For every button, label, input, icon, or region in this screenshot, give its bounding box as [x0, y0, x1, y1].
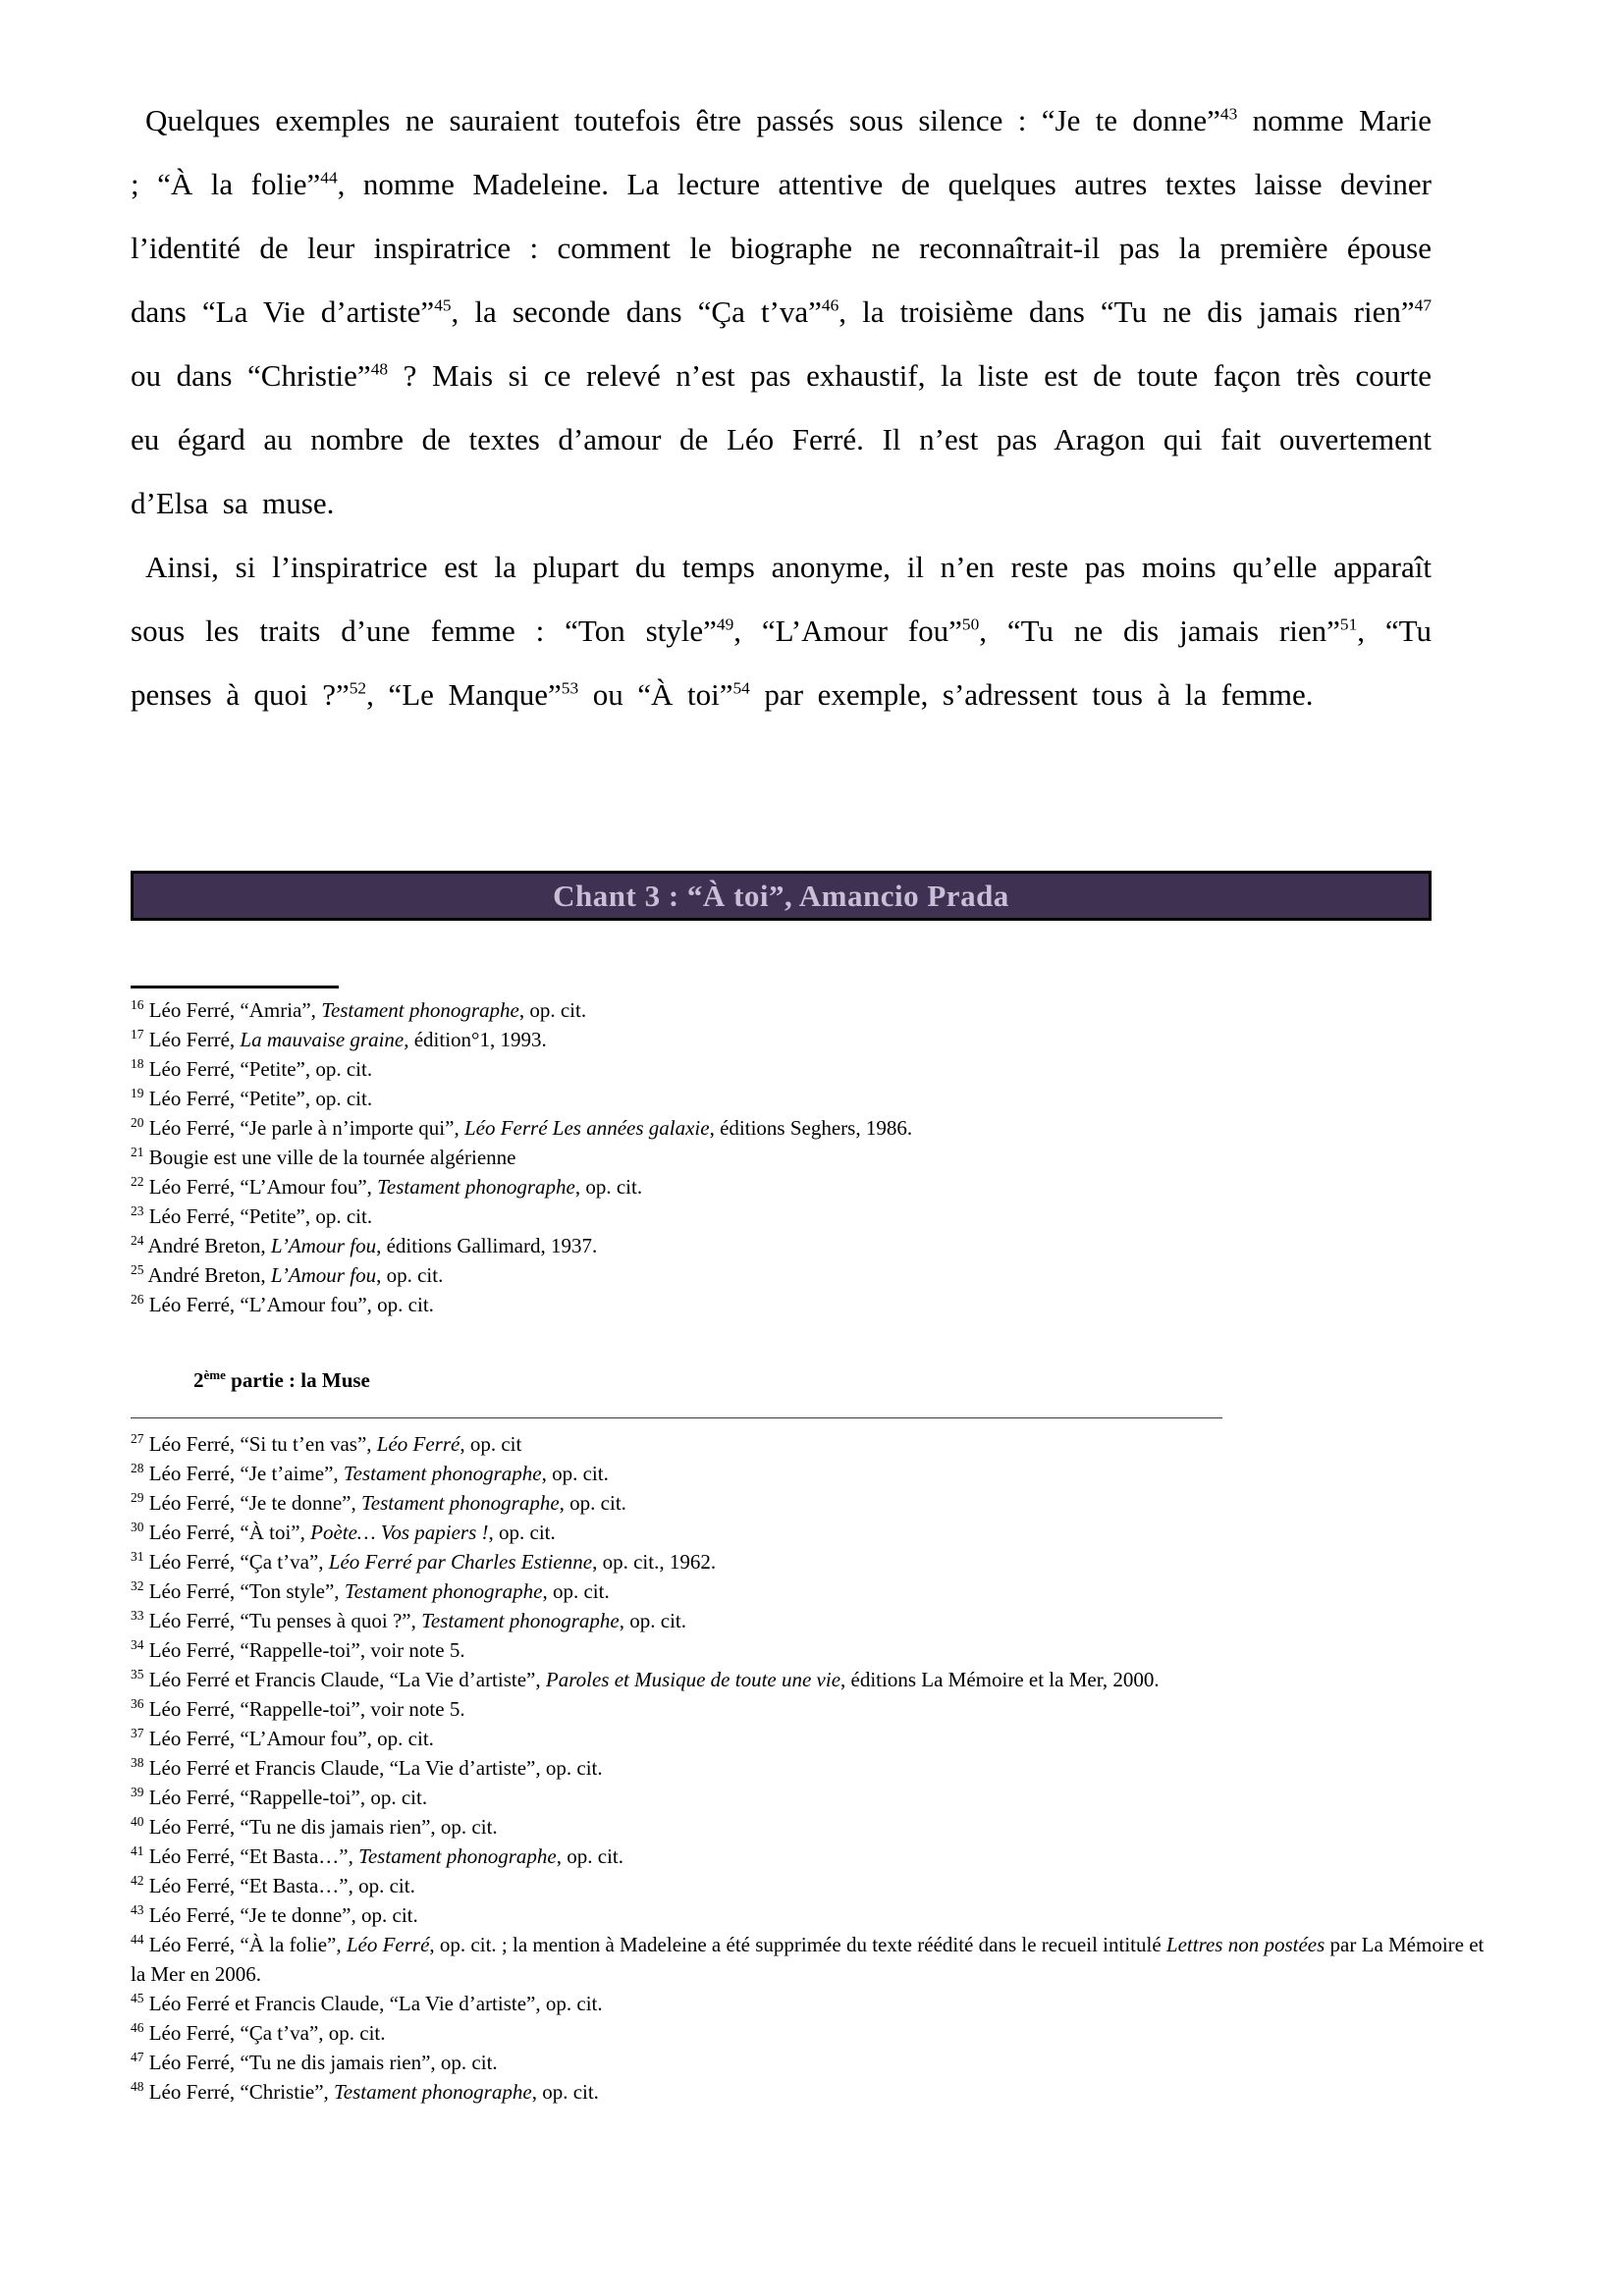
footnote-item: [131, 2018, 1502, 2048]
superscript-ref: 46: [821, 295, 839, 315]
footnote-number: 41: [131, 1843, 144, 1858]
text-run: Léo Ferré, “Je t’aime”,: [148, 1462, 344, 1485]
text-run: , op. cit.: [574, 1175, 643, 1199]
superscript-ref: 53: [561, 678, 579, 698]
italic-text-run: La mauvaise graine: [240, 1028, 405, 1051]
italic-text-run: Lettres non postées: [1165, 1933, 1325, 1956]
text-run: , “Le Manque”: [366, 677, 562, 712]
footnote-item: [131, 1260, 1502, 1290]
text-run: Léo Ferré, “À toi”,: [148, 1521, 311, 1544]
footnotes-bottom: [131, 1429, 1502, 2107]
text-run: Léo Ferré, “Et Basta…”,: [148, 1844, 359, 1868]
text-run: Bougie est une ville de la tournée algérienne: [148, 1146, 516, 1169]
footnote-item: [131, 1547, 1502, 1576]
text-run: , op. cit.: [541, 1462, 609, 1485]
italic-text-run: Testament phonographe: [377, 1175, 575, 1199]
footnote-item: [131, 1025, 1502, 1054]
text-run: Léo Ferré, “Je te donne”,: [148, 1491, 362, 1515]
text-run: , la troisième dans “Tu ne dis jamais rien”: [839, 294, 1415, 329]
text-run: Léo Ferré, “Petite”, op. cit.: [148, 1204, 373, 1228]
text-run: Léo Ferré, “Je parle à n’importe qui”,: [148, 1116, 464, 1140]
italic-text-run: Léo Ferré: [346, 1933, 430, 1956]
footnote-item: [131, 1054, 1502, 1084]
superscript-ref: 52: [349, 678, 367, 698]
superscript-ref: 49: [716, 614, 734, 634]
text-run: nomme Marie ; “À la folie”: [131, 103, 1432, 201]
text-run: André Breton,: [147, 1234, 271, 1257]
footnote-item: [131, 1930, 1502, 1989]
text-run: Léo Ferré, “Petite”, op. cit.: [148, 1057, 373, 1081]
text-run: Léo Ferré, “À la folie”,: [148, 1933, 347, 1956]
text-run: , op. cit.: [376, 1263, 444, 1287]
italic-text-run: Léo Ferré par Charles Estienne: [328, 1550, 593, 1574]
text-run: , op. cit: [460, 1432, 522, 1456]
text-run: par exemple, s’adressent tous à la femme.: [749, 677, 1314, 712]
text-run: Léo Ferré, “Ça t’va”,: [148, 1550, 329, 1574]
footnote-item: [131, 1143, 1502, 1172]
text-run: Léo Ferré, “Christie”,: [148, 2080, 335, 2104]
italic-text-run: Testament phonographe: [344, 1579, 543, 1603]
footnote-number: 26: [131, 1292, 144, 1307]
text-run: Léo Ferré, “Ton style”,: [148, 1579, 345, 1603]
section-header: [193, 1365, 370, 1395]
footnote-number: 20: [131, 1115, 144, 1130]
chapter-banner: [131, 871, 1432, 921]
superscript-ref: ème: [203, 1367, 226, 1382]
text-run: Léo Ferré et Francis Claude, “La Vie d’artiste”, op. cit.: [148, 1756, 603, 1780]
footnote-item: [131, 1812, 1502, 1842]
footnote-item: [131, 1084, 1502, 1113]
italic-text-run: Testament phonographe: [321, 998, 519, 1022]
text-run: 2: [193, 1368, 204, 1392]
footnote-number: 23: [131, 1203, 144, 1218]
footnote-item: [131, 1518, 1502, 1547]
footnote-number: 33: [131, 1608, 144, 1623]
footnote-number: 30: [131, 1520, 144, 1534]
footnote-number: 48: [131, 2079, 144, 2094]
text-run: , la seconde dans “Ça t’va”: [451, 294, 822, 329]
footnote-number: 47: [131, 2050, 144, 2064]
footnote-item: [131, 2077, 1502, 2107]
footnotes-top: [131, 995, 1502, 1319]
footnote-item: [131, 1753, 1502, 1783]
footnote-number: 44: [131, 1932, 144, 1947]
chapter-banner-title: Chant 3 : “À toi”, Amancio Prada: [553, 879, 1009, 913]
text-run: Léo Ferré et Francis Claude, “La Vie d’artiste”, op. cit.: [148, 1992, 603, 2015]
text-run: , op. cit.: [518, 998, 587, 1022]
superscript-ref: 45: [434, 295, 452, 315]
footnote-number: 40: [131, 1814, 144, 1829]
footnote-item: [131, 1724, 1502, 1753]
text-run: Léo Ferré, “Petite”, op. cit.: [148, 1087, 373, 1110]
text-run: , “Tu ne dis jamais rien”: [979, 614, 1340, 648]
footnote-item: [131, 1459, 1502, 1488]
footnote-number: 36: [131, 1696, 144, 1711]
text-run: , op. cit.: [556, 1844, 624, 1868]
footnote-number: 35: [131, 1667, 144, 1682]
footnote-item: [131, 1871, 1502, 1900]
footnote-number: 46: [131, 2020, 144, 2035]
superscript-ref: 43: [1219, 104, 1238, 124]
footnote-number: 21: [131, 1145, 144, 1159]
footnote-item: [131, 1694, 1502, 1724]
text-run: Léo Ferré, “Rappelle-toi”, op. cit.: [148, 1786, 428, 1809]
footnote-item: [131, 1429, 1502, 1459]
italic-text-run: Testament phonographe: [421, 1609, 620, 1632]
text-run: , éditions Gallimard, 1937.: [376, 1234, 598, 1257]
text-run: , op. cit. ; la mention à Madeleine a été supprimée du texte réédité dans le recueil intitulé: [429, 1933, 1166, 1956]
text-run: Léo Ferré, “Ça t’va”, op. cit.: [148, 2021, 386, 2045]
text-run: partie : la Muse: [225, 1368, 370, 1392]
superscript-ref: 44: [320, 168, 338, 187]
text-run: , op. cit., 1962.: [592, 1550, 717, 1574]
footnote-number: 27: [131, 1431, 144, 1446]
footnote-number: 38: [131, 1755, 144, 1770]
footnote-number: 39: [131, 1785, 144, 1799]
text-run: Léo Ferré,: [148, 1028, 241, 1051]
footnote-item: [131, 1665, 1502, 1694]
footnote-number: 31: [131, 1549, 144, 1564]
italic-text-run: Léo Ferré Les années galaxie: [463, 1116, 710, 1140]
footnote-number: 34: [131, 1637, 144, 1652]
italic-text-run: Testament phonographe: [358, 1844, 557, 1868]
body-text: [131, 88, 1432, 726]
text-run: Léo Ferré, “Amria”,: [148, 998, 322, 1022]
footnote-number: 42: [131, 1873, 144, 1888]
text-run: Léo Ferré, “Rappelle-toi”, voir note 5.: [148, 1697, 465, 1721]
text-run: , éditions Seghers, 1986.: [709, 1116, 913, 1140]
italic-text-run: Testament phonographe: [361, 1491, 560, 1515]
text-run: Léo Ferré, “L’Amour fou”, op. cit.: [148, 1727, 434, 1750]
text-run: Léo Ferré, “Tu ne dis jamais rien”, op. cit.: [148, 1815, 498, 1839]
footnote-item: [131, 1113, 1502, 1143]
footnote-number: 22: [131, 1174, 144, 1189]
text-run: , “Tu penses à quoi ?”: [131, 614, 1432, 712]
text-run: , op. cit.: [542, 1579, 610, 1603]
italic-text-run: Testament phonographe: [334, 2080, 532, 2104]
text-run: , éditions La Mémoire et la Mer, 2000.: [840, 1668, 1160, 1691]
superscript-ref: 51: [1339, 614, 1358, 634]
footnote-item: [131, 1201, 1502, 1231]
text-run: Léo Ferré, “Et Basta…”, op. cit.: [148, 1874, 415, 1897]
text-run: Léo Ferré et Francis Claude, “La Vie d’artiste”,: [148, 1668, 546, 1691]
footnote-number: 29: [131, 1490, 144, 1505]
text-run: , op. cit.: [619, 1609, 686, 1632]
footnote-item: [131, 1172, 1502, 1201]
section-separator-rule: [131, 1417, 1222, 1418]
text-run: Léo Ferré, “Tu penses à quoi ?”,: [148, 1609, 422, 1632]
body-paragraph: [131, 535, 1432, 726]
text-run: Léo Ferré, “Si tu t’en vas”,: [148, 1432, 377, 1456]
superscript-ref: 48: [370, 359, 389, 379]
text-run: Quelques exemples ne sauraient toutefois être passés sous silence : “Je te donne”: [145, 103, 1220, 137]
italic-text-run: Testament phonographe: [343, 1462, 542, 1485]
footnote-item: [131, 1606, 1502, 1635]
text-run: Léo Ferré, “L’Amour fou”, op. cit.: [148, 1293, 434, 1316]
footnote-item: [131, 1783, 1502, 1812]
footnote-number: 24: [131, 1233, 144, 1248]
superscript-ref: 47: [1414, 295, 1432, 315]
italic-text-run: Léo Ferré: [376, 1432, 460, 1456]
footnote-item: [131, 1635, 1502, 1665]
footnote-item: [131, 1290, 1502, 1319]
text-run: Léo Ferré, “Rappelle-toi”, voir note 5.: [148, 1638, 465, 1662]
footnote-item: [131, 1989, 1502, 2018]
footnote-number: 19: [131, 1086, 144, 1100]
footnote-item: [131, 1488, 1502, 1518]
footnote-item: [131, 1900, 1502, 1930]
text-run: , édition°1, 1993.: [404, 1028, 547, 1051]
footnote-number: 32: [131, 1578, 144, 1593]
footnote-separator-rule: [131, 986, 339, 988]
text-run: , “L’Amour fou”: [733, 614, 962, 648]
footnote-number: 43: [131, 1902, 144, 1917]
text-run: André Breton,: [147, 1263, 271, 1287]
footnote-item: [131, 1576, 1502, 1606]
italic-text-run: Paroles et Musique de toute une vie: [545, 1668, 841, 1691]
footnote-number: 37: [131, 1726, 144, 1740]
text-run: , op. cit.: [488, 1521, 556, 1544]
footnote-item: [131, 995, 1502, 1025]
body-paragraph: [131, 88, 1432, 535]
footnote-number: 16: [131, 997, 144, 1012]
text-run: Léo Ferré, “Je te donne”, op. cit.: [148, 1903, 418, 1927]
superscript-ref: 50: [961, 614, 980, 634]
footnote-number: 45: [131, 1991, 144, 2005]
text-run: Ainsi, si l’inspiratrice est la plupart du temps anonyme, il n’en reste pas moins qu’elle apparaît sous les traits d’une femme : “Ton style”: [131, 550, 1432, 648]
text-run: ou “À toi”: [578, 677, 733, 712]
italic-text-run: Poète… Vos papiers !: [310, 1521, 489, 1544]
footnote-number: 25: [131, 1262, 144, 1277]
footnote-item: [131, 1231, 1502, 1260]
italic-text-run: L’Amour fou: [270, 1263, 377, 1287]
text-run: , op. cit.: [531, 2080, 599, 2104]
text-run: Léo Ferré, “Tu ne dis jamais rien”, op. cit.: [148, 2051, 498, 2074]
footnote-item: [131, 1842, 1502, 1871]
text-run: Léo Ferré, “L’Amour fou”,: [148, 1175, 378, 1199]
footnote-number: 18: [131, 1056, 144, 1071]
footnote-number: 17: [131, 1027, 144, 1041]
text-run: , op. cit.: [559, 1491, 626, 1515]
footnote-number: 28: [131, 1461, 144, 1475]
text-run: par La Mémoire et la Mer en 2006.: [131, 1933, 1485, 1986]
text-run: ? Mais si ce relevé n’est pas exhaustif, la liste est de toute façon très courte eu égard au nombre de textes d’amour de Léo Ferré. Il n’est pas Aragon qui fait ouvertement d’Elsa sa muse.: [131, 358, 1432, 520]
text-run: , nomme Madeleine. La lecture attentive de quelques autres textes laisse deviner l’identité de leur inspiratrice : comment le biographe ne reconnaîtrait-il pas la première épouse dans “La Vie d’artiste”: [131, 167, 1432, 329]
footnote-item: [131, 2048, 1502, 2077]
superscript-ref: 54: [732, 678, 750, 698]
text-run: ou dans “Christie”: [131, 358, 371, 393]
italic-text-run: L’Amour fou: [270, 1234, 377, 1257]
